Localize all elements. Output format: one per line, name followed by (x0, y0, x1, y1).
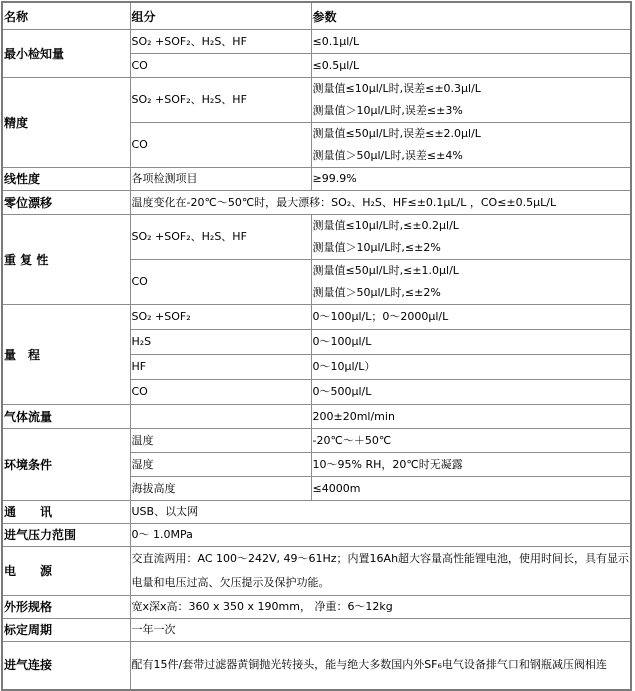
table-row (2, 642, 631, 690)
table-row (2, 547, 631, 596)
table-row (2, 305, 631, 330)
spec-table (1, 1, 632, 691)
component-cell: SO₂ +SOF₂、H₂S、HF (130, 30, 311, 54)
row-name: 零位漂移 (2, 191, 130, 215)
row-name: 进气压力范围 (2, 524, 130, 547)
header-row (2, 2, 631, 30)
row-name: 精度 (2, 78, 130, 168)
value-cell: 0～100μl/L (311, 330, 631, 355)
header-param: 参数 (311, 2, 631, 30)
row-name: 重 复 性 (2, 215, 130, 305)
row-name: 外形规格 (2, 596, 130, 619)
value-cell: USB、以太网 (130, 501, 631, 524)
value-cell: ≤0.1μl/L (311, 30, 631, 54)
value-cell: ≤0.5μl/L (311, 54, 631, 78)
value-cell: 0～500μl/L (311, 380, 631, 405)
component-cell: CO (130, 54, 311, 78)
row-name: 通 讯 (2, 501, 130, 524)
value-cell (311, 215, 631, 260)
value-cell (311, 123, 631, 168)
value-cell: 10～95% RH，20℃时无凝露 (311, 453, 631, 477)
row-name: 最小检知量 (2, 30, 130, 78)
value-cell: ≤4000m (311, 477, 631, 501)
value-line: 测量值＞50μl/L时,≤±2% (312, 286, 441, 299)
value-cell: -20℃～＋50℃ (311, 429, 631, 453)
component-cell: CO (130, 380, 311, 405)
table-row (2, 501, 631, 524)
table-row (2, 215, 631, 260)
row-name: 环境条件 (2, 429, 130, 501)
table-row (2, 596, 631, 619)
value-line: 测量值＞50μl/L时,误差≤±4% (312, 149, 463, 162)
row-name: 进气连接 (2, 642, 130, 690)
component-cell: H₂S (130, 330, 311, 355)
component-cell: 各项检测项目 (130, 168, 311, 191)
value-cell: 一年一次 (130, 619, 631, 642)
component-cell: SO₂ +SOF₂、H₂S、HF (130, 78, 311, 123)
table-row (2, 30, 631, 54)
component-cell: 海拔高度 (130, 477, 311, 501)
value-cell: 0～100μl/L；0～2000μl/L (311, 305, 631, 330)
component-cell: CO (130, 123, 311, 168)
value-cell (311, 260, 631, 305)
table-row (2, 405, 631, 429)
component-cell: SO₂ +SOF₂、H₂S、HF (130, 215, 311, 260)
value-line: 测量值≤50μl/L时,≤±1.0μl/L (312, 264, 459, 277)
value-cell (311, 78, 631, 123)
value-cell: 交直流两用：AC 100～242V, 49～61Hz；内置16Ah超大容量高性能锂电池，使用时间长，具有显示电量和电压过高、欠压提示及保护功能。 (130, 547, 631, 596)
table-row (2, 78, 631, 123)
value-line: 测量值≤50μl/L时,误差≤±2.0μl/L (312, 127, 481, 140)
header-name: 名称 (2, 2, 130, 30)
table-row (2, 524, 631, 547)
value-line: 测量值＞10μl/L时,误差≤±3% (312, 104, 463, 117)
component-cell: HF (130, 355, 311, 380)
value-cell: 温度变化在-20℃～50℃时，最大漂移：SO₂、H₂S、HF≤±0.1μL/L ，CO≤±0.5μL/L (130, 191, 631, 215)
component-cell: CO (130, 260, 311, 305)
value-cell: 0～10μl/L） (311, 355, 631, 380)
component-cell: 温度 (130, 429, 311, 453)
value-cell: 宽x深x高：360 x 350 x 190mm， 净重：6～12kg (130, 596, 631, 619)
header-component: 组分 (130, 2, 311, 30)
component-cell (130, 405, 311, 429)
value-line: 测量值≤10μl/L时,误差≤±0.3μl/L (312, 82, 481, 95)
component-cell: 湿度 (130, 453, 311, 477)
row-name: 气体流量 (2, 405, 130, 429)
value-line: 测量值＞10μl/L时,≤±2% (312, 241, 441, 254)
row-name: 标定周期 (2, 619, 130, 642)
row-name: 线性度 (2, 168, 130, 191)
table-row (2, 191, 631, 215)
table-row (2, 429, 631, 453)
value-cell: 0～ 1.0MPa (130, 524, 631, 547)
value-cell: 配有15件/套带过滤器黄铜抛光转接头，能与绝大多数国内外SF₆电气设备排气口和钢瓶减压阀相连 (130, 642, 631, 690)
row-name: 电 源 (2, 547, 130, 596)
table-row (2, 619, 631, 642)
value-cell: ≥99.9% (311, 168, 631, 191)
value-cell: 200±20ml/min (311, 405, 631, 429)
value-line: 测量值≤10μl/L时,≤±0.2μl/L (312, 219, 459, 232)
row-name: 量 程 (2, 305, 130, 405)
table-row (2, 168, 631, 191)
component-cell: SO₂ +SOF₂ (130, 305, 311, 330)
